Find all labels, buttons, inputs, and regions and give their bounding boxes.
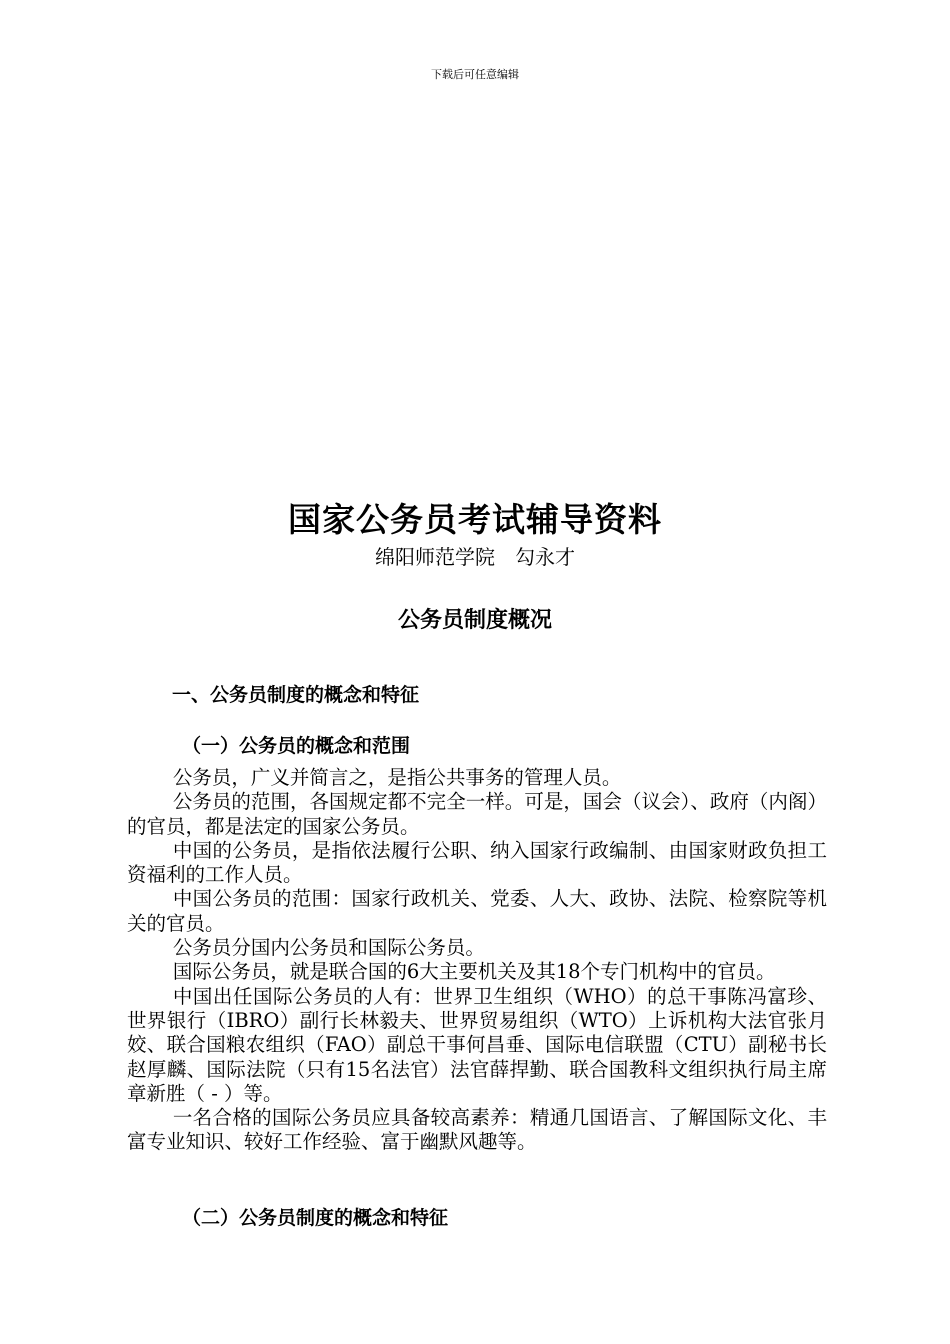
author-line: 绵阳师范学院 勾永才 (375, 545, 575, 569)
paragraph: 中国的公务员，是指依法履行公职、纳入国家行政编制、由国家财政负担工资福利的工作人员。 (127, 838, 827, 887)
paragraph: 公务员分国内公务员和国际公务员。 (172, 936, 485, 960)
paragraph: 公务员，广义并简言之，是指公共事务的管理人员。 (172, 766, 622, 789)
subheading-2: （二）公务员制度的概念和特征 (182, 1207, 449, 1229)
header-note: 下载后可任意编辑 (431, 68, 519, 81)
document-title: 国家公务员考试辅导资料 (288, 500, 662, 539)
paragraph: 公务员的范围，各国规定都不完全一样。可是，国会（议会）、政府（内阁）的官员，都是法定的国家公务员。 (127, 790, 827, 838)
paragraph: 中国公务员的范围：国家行政机关、党委、人大、政协、法院、检察院等机关的官员。 (127, 887, 827, 935)
paragraph: 一名合格的国际公务员应具备较高素养：精通几国语言、了解国际文化、丰富专业知识、较好工作经验、富于幽默风趣等。 (127, 1106, 827, 1154)
subheading-1: （一）公务员的概念和范围 (182, 735, 411, 757)
heading-1: 一、公务员制度的概念和特征 (172, 684, 420, 706)
section-title: 公务员制度概况 (397, 608, 552, 633)
body-text (127, 766, 827, 1155)
paragraph: 国际公务员，就是联合国的6大主要机关及其18个专门机构中的官员。 (172, 960, 776, 984)
paragraph: 中国出任国际公务员的人有：世界卫生组织（WHO）的总干事陈冯富珍、世界银行（IBRO）副行长林毅夫、世界贸易组织（WTO）上诉机构大法官张月姣、联合国粮农组织（FAO）副总干事何昌垂、国际电信联盟（CTU）副秘书长赵厚麟、国际法院（只有15名法官）法官薛捍勤、联合国教科文组织执行局主席章新胜（ - ）等。 (127, 984, 827, 1105)
